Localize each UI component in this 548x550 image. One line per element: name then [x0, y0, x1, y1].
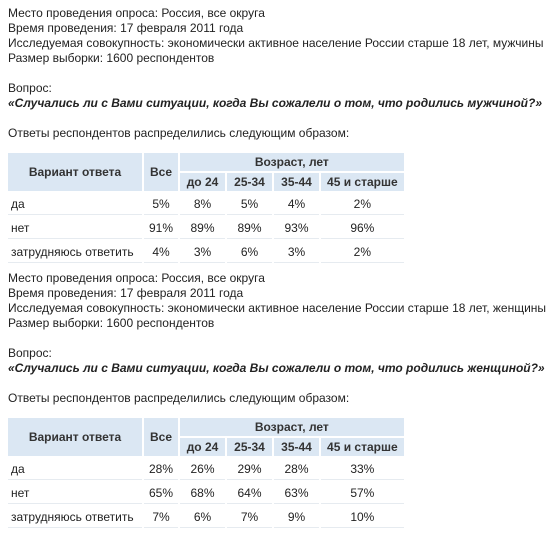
- cell-value: 96%: [321, 217, 404, 239]
- header-age-group: 35-44: [274, 438, 319, 456]
- cell-value: 7%: [227, 506, 272, 528]
- survey-sample: Размер выборки: 1600 респондентов: [8, 316, 215, 330]
- cell-value: 2%: [321, 193, 404, 215]
- header-all: Все: [144, 153, 178, 191]
- header-age-group: 25-34: [227, 438, 272, 456]
- cell-value: 26%: [180, 458, 225, 480]
- cell-value: 3%: [180, 241, 225, 263]
- results-table: [6, 151, 406, 265]
- header-age-group: 35-44: [274, 173, 319, 191]
- results-table: [6, 416, 406, 530]
- cell-value: 89%: [227, 217, 272, 239]
- row-label: нет: [8, 217, 142, 239]
- survey-population: Исследуемая совокупность: экономически активное население России старше 18 лет, мужчины: [8, 36, 544, 50]
- survey-date: Время проведения: 17 февраля 2011 года: [8, 21, 244, 35]
- header-variant: Вариант ответа: [8, 153, 142, 191]
- cell-value: 6%: [227, 241, 272, 263]
- table-row: [8, 241, 404, 263]
- cell-value: 91%: [144, 217, 178, 239]
- answers-intro: Ответы респондентов распределились следующим образом:: [8, 126, 350, 140]
- cell-value: 6%: [180, 506, 225, 528]
- survey-place: Место проведения опроса: Россия, все округа: [8, 271, 265, 285]
- header-age: Возраст, лет: [180, 153, 404, 171]
- table-row: [8, 506, 404, 528]
- cell-value: 2%: [321, 241, 404, 263]
- cell-value: 8%: [180, 193, 225, 215]
- header-age-group: 45 и старше: [321, 438, 404, 456]
- cell-value: 10%: [321, 506, 404, 528]
- header-variant: Вариант ответа: [8, 418, 142, 456]
- table-row: [8, 482, 404, 504]
- header-age-group: до 24: [180, 438, 225, 456]
- cell-value: 9%: [274, 506, 319, 528]
- cell-value: 57%: [321, 482, 404, 504]
- table-row: [8, 458, 404, 480]
- question-label: Вопрос:: [8, 81, 52, 95]
- cell-value: 29%: [227, 458, 272, 480]
- cell-value: 5%: [144, 193, 178, 215]
- header-age-group: до 24: [180, 173, 225, 191]
- cell-value: 28%: [144, 458, 178, 480]
- question-text: «Случались ли с Вами ситуации, когда Вы сожалели о том, что родились мужчиной?»: [8, 96, 542, 110]
- cell-value: 65%: [144, 482, 178, 504]
- row-label: затрудняюсь ответить: [8, 241, 142, 263]
- header-age-group: 25-34: [227, 173, 272, 191]
- cell-value: 33%: [321, 458, 404, 480]
- cell-value: 89%: [180, 217, 225, 239]
- cell-value: 93%: [274, 217, 319, 239]
- cell-value: 7%: [144, 506, 178, 528]
- cell-value: 3%: [274, 241, 319, 263]
- header-age: Возраст, лет: [180, 418, 404, 436]
- cell-value: 4%: [144, 241, 178, 263]
- row-label: нет: [8, 482, 142, 504]
- cell-value: 28%: [274, 458, 319, 480]
- question-text: «Случались ли с Вами ситуации, когда Вы сожалели о том, что родились женщиной?»: [8, 361, 545, 375]
- table-row: [8, 217, 404, 239]
- answers-intro: Ответы респондентов распределились следующим образом:: [8, 391, 350, 405]
- survey-women: [8, 271, 548, 530]
- row-label: затрудняюсь ответить: [8, 506, 142, 528]
- survey-date: Время проведения: 17 февраля 2011 года: [8, 286, 244, 300]
- row-label: да: [8, 458, 142, 480]
- survey-sample: Размер выборки: 1600 респондентов: [8, 51, 215, 65]
- header-age-group: 45 и старше: [321, 173, 404, 191]
- question-label: Вопрос:: [8, 346, 52, 360]
- cell-value: 63%: [274, 482, 319, 504]
- row-label: да: [8, 193, 142, 215]
- survey-men: [8, 6, 548, 265]
- survey-place: Место проведения опроса: Россия, все округа: [8, 6, 265, 20]
- cell-value: 4%: [274, 193, 319, 215]
- cell-value: 68%: [180, 482, 225, 504]
- header-all: Все: [144, 418, 178, 456]
- table-row: [8, 193, 404, 215]
- survey-population: Исследуемая совокупность: экономически активное население России старше 18 лет, женщины: [8, 301, 547, 315]
- cell-value: 5%: [227, 193, 272, 215]
- cell-value: 64%: [227, 482, 272, 504]
